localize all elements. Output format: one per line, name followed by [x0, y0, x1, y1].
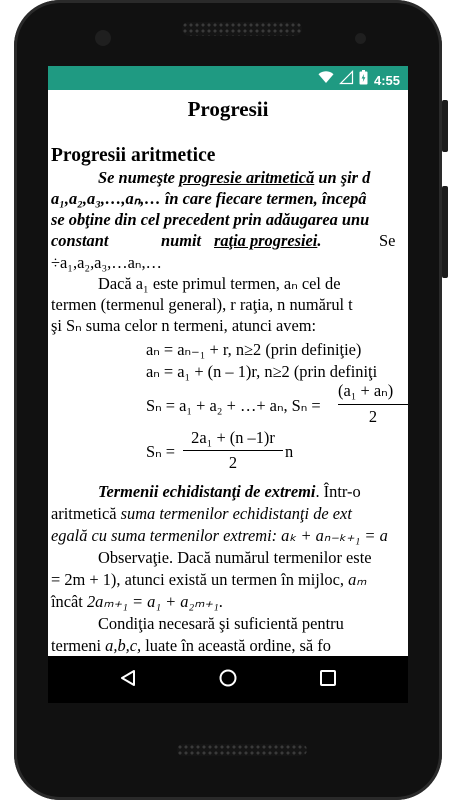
- formula-sum-numerator: (a₁ + aₙ): [338, 381, 394, 400]
- home-button[interactable]: [208, 664, 248, 696]
- section-heading: Progresii aritmetice: [51, 145, 216, 166]
- home-icon: [219, 669, 237, 692]
- formula-sum-denominator: 2: [368, 407, 378, 426]
- recents-button[interactable]: [308, 664, 348, 696]
- formula-sum2-denominator: 2: [228, 453, 238, 472]
- paragraph-4-line-2: termeni a,b,c, luate în această ordine, să fo: [51, 636, 331, 655]
- formula-sum2-right: n: [285, 442, 294, 461]
- navigation-bar: [48, 656, 408, 703]
- paragraph-2-line-1: Termenii echidistanţi de extremi. Într-o: [98, 482, 361, 501]
- sensor: [355, 33, 366, 44]
- definition-line-2: a₁,a₂,a₃,…,aₙ,… în care fiecare termen, începâ: [51, 189, 367, 208]
- volume-button: [442, 186, 448, 278]
- status-bar: [48, 66, 408, 90]
- definition-notation: ÷a₁,a₂,a₃,…aₙ,…: [51, 253, 162, 272]
- definition-line-1: Se numeşte progresie aritmetică un şir d: [98, 168, 371, 187]
- power-button: [442, 100, 448, 152]
- wifi-icon: [318, 71, 334, 89]
- back-icon: [119, 669, 137, 692]
- paragraph-1-line-1: Dacă a₁ este primul termen, aₙ cel de: [98, 274, 341, 293]
- front-camera: [95, 30, 111, 46]
- fraction-bar-2: [183, 450, 283, 451]
- document-view[interactable]: [48, 90, 408, 656]
- paragraph-1-line-3: şi Sₙ suma celor n termeni, atunci avem:: [51, 316, 317, 335]
- page-title: Progresii: [187, 97, 269, 121]
- paragraph-2-line-3: egală cu suma termenilor extremi: aₖ + aₙ₋ₖ₊₁ = a: [51, 526, 388, 545]
- paragraph-1-line-2: termen (termenul general), r raţia, n numărul t: [51, 295, 353, 314]
- paragraph-3-line-3: încât 2aₘ₊₁ = a₁ + a₂ₘ₊₁.: [51, 592, 223, 611]
- screen: [48, 66, 408, 703]
- formula-general-term: aₙ = a₁ + (n – 1)r, n≥2 (prin definiţi: [146, 362, 378, 381]
- bottom-speaker: [177, 744, 307, 756]
- signal-icon: [340, 71, 353, 89]
- paragraph-4-line-1: Condiţia necesară şi suficientă pentru: [98, 614, 344, 633]
- formula-recurrence: aₙ = aₙ₋₁ + r, n≥2 (prin definiţie): [146, 340, 362, 359]
- fraction-bar-1: [338, 404, 408, 405]
- paragraph-2-line-2: aritmetică suma termenilor echidistanţi de ext: [51, 504, 352, 523]
- formula-sum2-numerator: 2a₁ + (n –1)r: [191, 428, 275, 447]
- battery-icon: [359, 70, 368, 90]
- definition-line-3: se obţine din cel precedent prin adăugarea unu: [51, 210, 370, 229]
- formula-sum-left: Sₙ = a₁ + a₂ + …+ aₙ, Sₙ =: [146, 396, 321, 415]
- status-time: 4:55: [373, 72, 400, 88]
- earpiece-speaker: [182, 22, 302, 36]
- definition-line-4: constant numit raţia progresiei. Se: [51, 231, 396, 250]
- paragraph-3-line-1: Observaţie. Dacă numărul termenilor este: [98, 548, 372, 567]
- paragraph-3-line-2: = 2m + 1), atunci există un termen în mijloc, aₘ: [51, 570, 367, 589]
- formula-sum2-left: Sₙ =: [146, 442, 175, 461]
- recents-icon: [320, 670, 336, 691]
- back-button[interactable]: [108, 664, 148, 696]
